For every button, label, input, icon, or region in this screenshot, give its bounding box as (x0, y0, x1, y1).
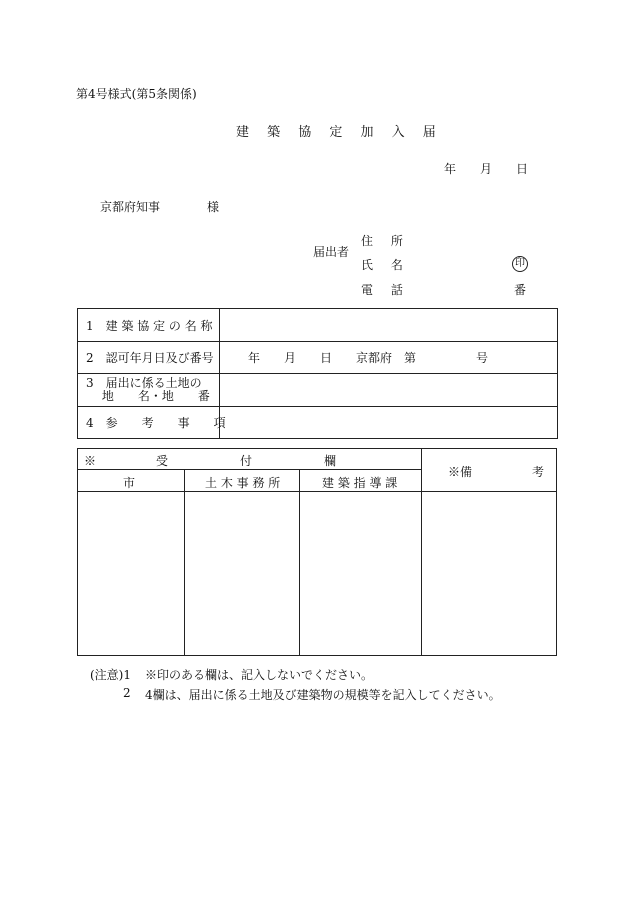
seal-icon (512, 255, 528, 272)
phone-label: 電 話 (361, 283, 410, 297)
land-location-label-line2: 地 名・地 番 (86, 389, 210, 403)
table-row (78, 374, 558, 407)
form-number: 第4号様式(第5条関係) (76, 87, 197, 101)
reception-header-divider (77, 469, 421, 470)
date-year-label: 年 (444, 162, 457, 176)
remarks-cell[interactable] (423, 493, 556, 655)
approval-date-label: 2 認可年月日及び番号 (78, 342, 220, 374)
addressee-honorific: 様 (207, 200, 220, 214)
address-label: 住 所 (361, 234, 410, 248)
city-cell[interactable] (186, 493, 298, 655)
table-row (78, 407, 558, 439)
city-stamp-cell[interactable] (78, 493, 183, 655)
note-2: 4欄は、届出に係る土地及び建築物の規模等を記入してください。 (145, 688, 501, 702)
column-building-guidance-division: 建 築 指 導 課 (322, 476, 398, 490)
name-label: 氏 名 (361, 258, 410, 272)
date-day-label: 日 (516, 162, 529, 176)
approval-date-field[interactable]: 年 月 日 京都府 第 号 (220, 342, 558, 374)
agreement-name-label: 1 建 築 協 定 の 名 称 (78, 309, 220, 342)
reception-header: ※ 受 付 欄 (84, 454, 337, 468)
land-location-label-line1: 3 届出に係る土地の (86, 376, 202, 390)
agreement-name-field[interactable] (220, 309, 558, 342)
land-location-field[interactable] (220, 374, 558, 407)
column-divider-1 (184, 469, 185, 656)
guidance-cell[interactable] (301, 493, 420, 655)
remarks-field[interactable] (220, 407, 558, 439)
land-location-label (78, 374, 220, 407)
info-table (77, 308, 558, 439)
remarks-divider (421, 448, 422, 656)
phone-suffix: 番 (514, 283, 527, 297)
page-title: 建 築 協 定 加 入 届 (236, 125, 443, 140)
note-prefix: (注意)1 (90, 668, 131, 682)
reception-column-divider (77, 491, 557, 492)
table-row (78, 342, 558, 374)
column-civil-engineering-office: 土 木 事 務 所 (205, 476, 281, 490)
remarks-label: 4 参 考 事 項 (78, 407, 220, 439)
date-month-label: 月 (480, 162, 493, 176)
table-row (78, 309, 558, 342)
seal-mark: 印 (512, 256, 528, 272)
addressee-name: 京都府知事 (100, 200, 161, 214)
note-1: ※印のある欄は、記入しないでください。 (145, 668, 374, 682)
applicant-label: 届出者 (313, 245, 350, 259)
column-divider-2 (299, 469, 300, 656)
column-city: 市 (123, 476, 136, 490)
note-2-number: 2 (123, 686, 131, 700)
remarks-header: ※備 考 (448, 465, 545, 479)
